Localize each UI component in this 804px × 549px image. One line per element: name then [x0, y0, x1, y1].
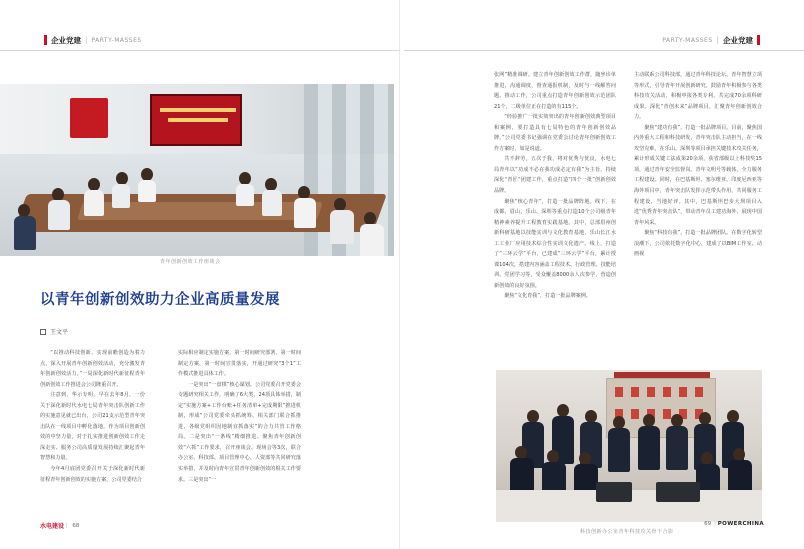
paragraph: 一是突出“一盘棋”核心谋划。公司党委召开党委会专题研究相关工作，明确了6大类、24项具体举措，制定“实施方案+工作台账+任务清单+完成期限”推进机制，形成“公司党委牵头抓统筹、相关部门联合抓推进、各级党组织因地制宜抓落实”的合力共管工作格局。二是突出“一条线”精细推进。聚焦青年创新创效“六抓”工作要求，召开座谈会、现场会等3次，联合办公室、科技部、项目管理中心、人资部等共同研究落实举措，并及时向青年宣贯青年创新创效的相关工作要求。三是突出“一	[178, 381, 301, 483]
author-name: 王文平	[50, 329, 69, 336]
page-number: 69	[704, 521, 712, 527]
header-accent-bar	[757, 35, 760, 45]
group-photo-caption: 科技创新办公室青年科技攻关骨干合影	[580, 529, 674, 535]
paragraph: “经验推广一批实效突出的青年创新创效典型项目和案例，要打造具有七局特色的青年创新创效品牌。”公司党委书记强调在党委会讨论青年创新创效工作方案时，如是说道。	[494, 114, 616, 152]
right-header	[662, 34, 764, 46]
right-footer	[701, 521, 764, 527]
photo-monitor	[656, 482, 700, 502]
group-photo	[496, 370, 762, 522]
photo-screen	[150, 94, 242, 146]
paragraph: 聚焦“核心青年”，打造一批品牌阵地。线下，在成都、眉山、乐山、深圳等重点打造10个公司级青年精神素养提升工程教育实践基地。其中，总部眉州创新科研基地以技能实训与文化教育基地，乐山长江水工工业厂应用技术综合性实训文化遗产。线上，打造了“三环云学”平台，已建成“三环云学”平台，累计授课104次，搭建内容涵盖工程技术、行政管理、技能培训、党团学习等，受众覆盖8000余人次参学，营造创新创效的良好氛围。	[494, 198, 616, 289]
text-column-right-1	[494, 70, 616, 332]
author-box-icon	[40, 329, 46, 335]
header-accent-bar	[44, 35, 47, 45]
header-rule-right	[404, 50, 804, 51]
paragraph: 实际相应制定实施方案，第一时间研究部署，第一时间制定方案，第一时间宣贯落实，开通过研究“3个1”工作模式推进具体工作。	[178, 350, 301, 378]
header-separator: |	[85, 36, 88, 44]
meeting-photo-caption: 青年创新创效工作座谈会	[160, 259, 221, 265]
photo-monitor	[596, 482, 632, 502]
paragraph: 聚焦“建功有我”，打造一批品牌项目。目前，聚焦国内外重大工程和科技研发，青年突击队主动担当，在一线攻坚克难，在乐山、深圳等项目承担关键技术攻关任务，累计形成关键工法成果20余项，获省部级以上科技奖15项，通过青年安全监督岗、青年文明号等载体，全力服务工程建设。同时，在巴基斯坦、塞尔维亚、印度尼西亚等海外项目中，青年突击队发挥示范带头作用，共同服务工程建设，当地好评。其中，巴基斯坦巴步大坝项目入选“优秀青年突击队”，带动青年员工建功海外，展现中国青年风采。	[634, 124, 762, 226]
paragraph: 聚焦“科技有我”，打造一批品牌团队。在数字化转型浪潮下，公司依托数字化中心，建成了以BIM工作室、动画视	[634, 230, 762, 258]
footer-separator: |	[64, 522, 70, 529]
photo-banner	[70, 98, 108, 138]
footer-brand: POWERCHINA	[717, 521, 764, 527]
paragraph: 今年4月底团党委召开关于深化新时代新征程青年创新创效的实施方案，公司党委结合	[40, 466, 145, 483]
page-number: 68	[72, 522, 80, 529]
header-rule-left	[0, 50, 400, 51]
paragraph: “以推动科技创新、实现前瞻创造为着力点，深入开展青年创新创效活动，充分激发青年创新创效活力。”一局深化新时代新征程青年创新创效工作推进会公司隆重召开。	[40, 350, 145, 388]
footer-brand: 水电建设	[40, 523, 65, 530]
section-title: 企业党建	[51, 35, 81, 45]
footer-separator: |	[714, 521, 718, 527]
text-column-left-1	[40, 348, 145, 520]
article-title: 以青年创新创效助力企业高质量发展	[40, 292, 280, 308]
left-footer	[40, 521, 82, 530]
paragraph: 主动联系公司科技部，通过青年科技论坛、青年智慧立项等形式，引导青年开展创新研究。鼓励青年积极参与各类科技攻关活动，积极申报各类专利，共完成70余项科研成果。深化“青创未来”品牌项目，汇聚青年创新创效合力。	[634, 72, 762, 121]
text-column-left-2	[178, 348, 301, 520]
left-header	[40, 34, 142, 46]
paragraph: 注意到，华示专明，早在去年8月，一份关于深化新时代水电七局青年突击队创新工作的实施意见就已出台，公司21支示范型青年突击队在一线项目中孵化落地。作为项目创新创效的中坚力量，对于扎实推进创新创效工作走深走实、服务公司高质量发展持续汇聚起青年智慧和力量。	[40, 392, 145, 462]
text-column-right-2	[634, 70, 762, 332]
section-subtitle: PARTY-MASSES	[91, 36, 142, 44]
section-title: 企业党建	[723, 35, 753, 45]
section-subtitle: PARTY-MASSES	[662, 36, 713, 44]
paragraph: 张网”精准调研。建立青年创新创效工作群，随坐诊单推进，沟通调度，督查通报机制，及时与一线解答问题、推动工作，公司重点打造青年创新创效示范团队21个，二级单位正在打造的有115个。	[494, 72, 616, 110]
article-author	[40, 327, 68, 336]
meeting-photo	[0, 84, 394, 256]
paragraph: 聚焦“文化育我”，打造一批品牌案例。	[504, 293, 591, 300]
paragraph: 共不辞劳，五次于我，将对优秀与优良，水电七局青年以“功成不必在我功成必定有我”为主旨，持续深化“青匠”团建工作，重点打造“四个一批”创新创效品牌。	[494, 156, 616, 195]
header-separator: |	[716, 36, 719, 44]
